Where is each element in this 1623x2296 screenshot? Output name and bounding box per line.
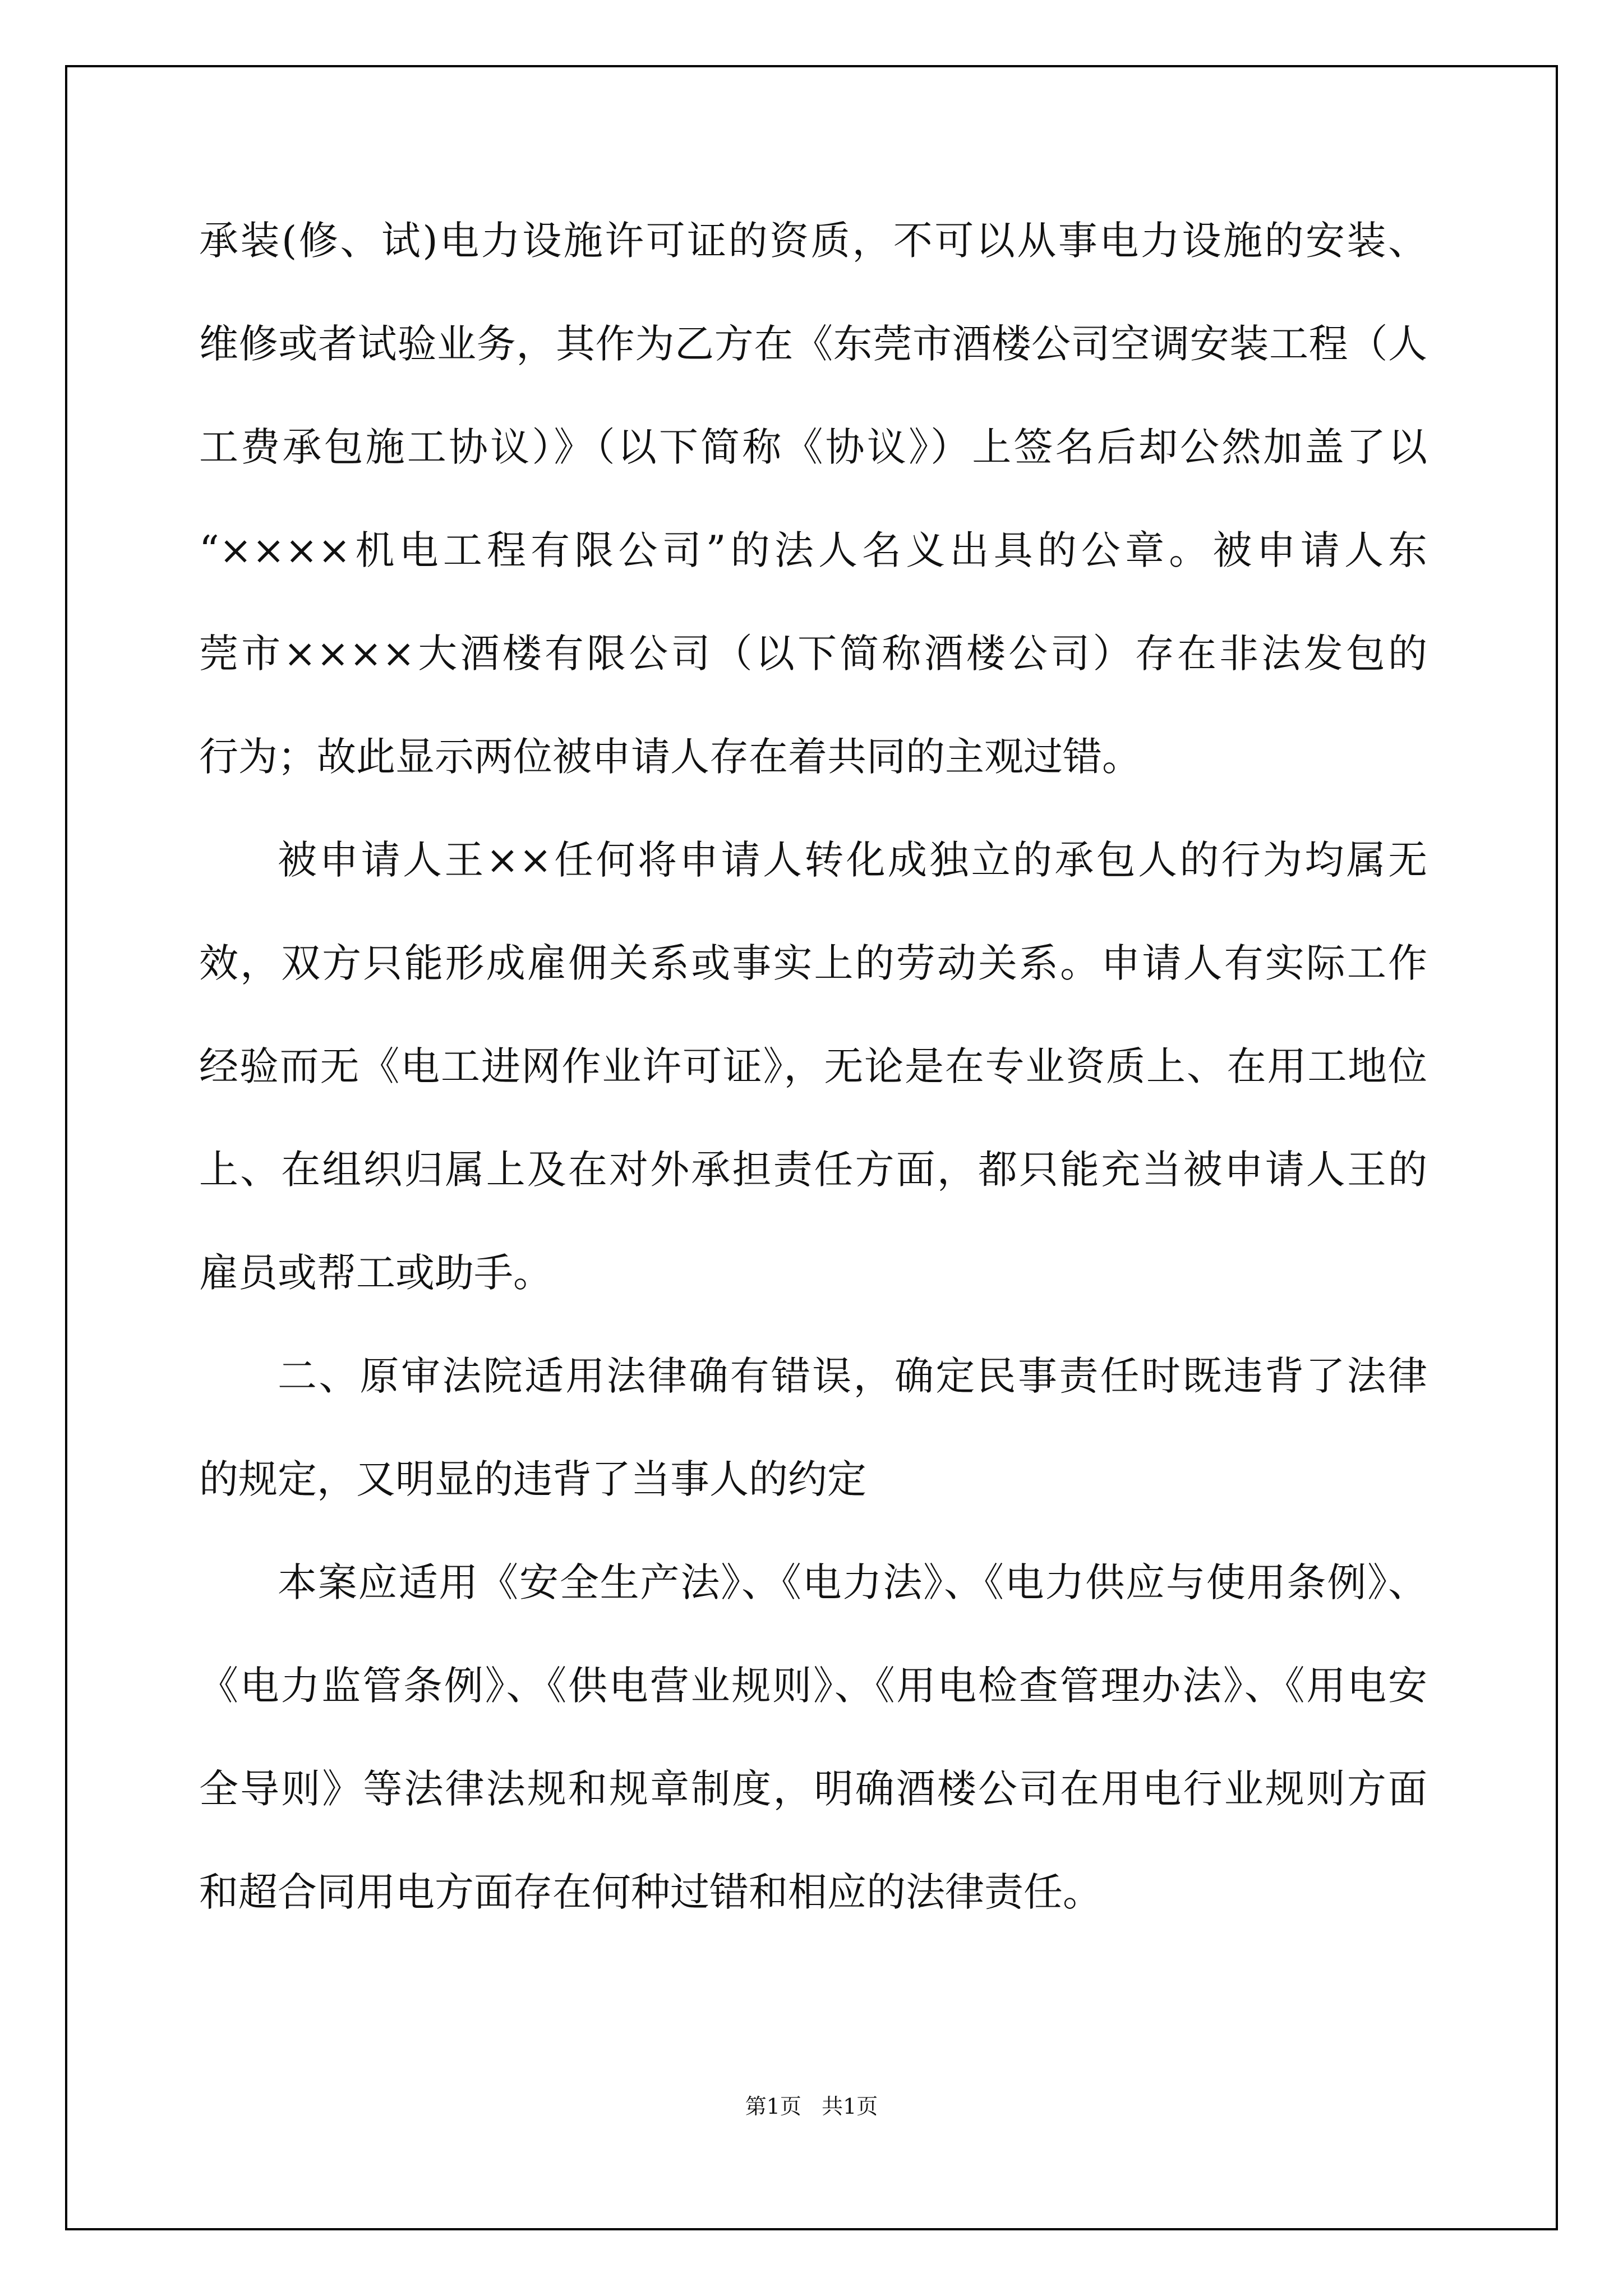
- body-text-line: 莞市××××大酒楼有限公司（以下简称酒楼公司）存在非法发包的: [199, 631, 1427, 677]
- body-text-line: 被申请人王××任何将申请人转化成独立的承包人的行为均属无: [278, 837, 1427, 883]
- body-text-line: 承装(修、试)电力设施许可证的资质，不可以从事电力设施的安装、: [199, 218, 1427, 264]
- body-text-line: 效，双方只能形成雇佣关系或事实上的劳动关系。申请人有实际工作: [199, 940, 1427, 986]
- body-text-line: 工费承包施工协议）》（以下简称《协议》）上签名后却公然加盖了以: [199, 424, 1427, 470]
- body-text-line: 维修或者试验业务，其作为乙方在《东莞市酒楼公司空调安装工程（人: [199, 321, 1427, 367]
- section-heading-line: 的规定，又明显的违背了当事人的约定: [199, 1456, 866, 1502]
- body-text-line: 本案应适用《安全生产法》、《电力法》、《电力供应与使用条例》、: [278, 1559, 1427, 1605]
- body-text-line: 经验而无《电工进网作业许可证》，无论是在专业资质上、在用工地位: [199, 1043, 1427, 1089]
- section-heading-line: 二、原审法院适用法律确有错误，确定民事责任时既违背了法律: [278, 1353, 1427, 1399]
- body-text-line: 《电力监管条例》、《供电营业规则》、《用电检查管理办法》、《用电安: [199, 1663, 1427, 1709]
- body-text-line: 和超合同用电方面存在何种过错和相应的法律责任。: [199, 1869, 1102, 1915]
- body-text-line: 雇员或帮工或助手。: [199, 1250, 552, 1296]
- body-text-line: 全导则》等法律法规和规章制度，明确酒楼公司在用电行业规则方面: [199, 1766, 1427, 1812]
- body-text-line: “××××机电工程有限公司”的法人名义出具的公章。被申请人东: [199, 527, 1427, 573]
- page-footer: 第1页 共1页: [745, 2094, 878, 2119]
- body-text-line: 行为；故此显示两位被申请人存在着共同的主观过错。: [199, 734, 1141, 780]
- body-text-line: 上、在组织归属上及在对外承担责任方面，都只能充当被申请人王的: [199, 1147, 1427, 1193]
